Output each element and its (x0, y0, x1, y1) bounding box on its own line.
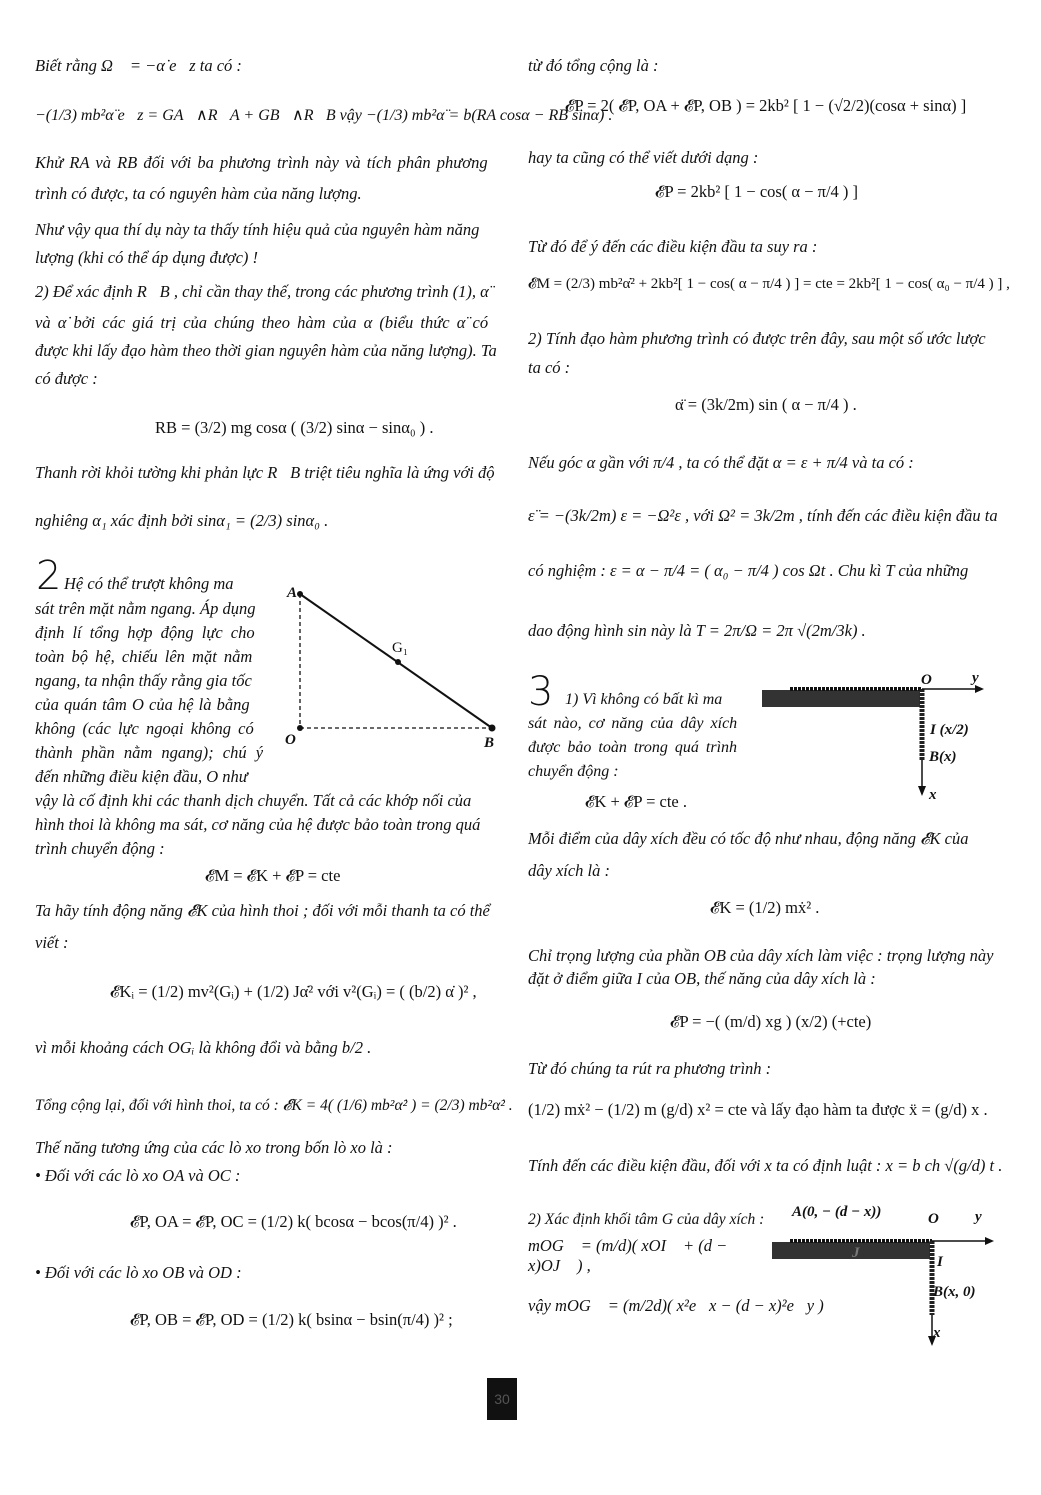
point-a (297, 591, 303, 597)
text-line: và α̇ bởi các giá trị của chúng theo hàm của α (biểu thức α̈ có (35, 313, 489, 332)
text-line: của quán tâm O của hệ là bằng (35, 695, 250, 714)
text-line: viết : (35, 933, 69, 952)
equation: 𝓔M = (2/3) mb²α̇² + 2kb²[ 1 − cos( α − π/4 ) ] = cte = 2kb²[ 1 − cos( α₀ − π/4 ) ] , (528, 276, 1010, 292)
text-line: không (các lực ngoại không có (35, 719, 254, 738)
text-line: Hệ có thể trượt không ma (64, 574, 234, 593)
equation: 𝓔P, OB = 𝓔P, OD = (1/2) k( bsinα − bsin(π/4) )² ; (130, 1310, 453, 1329)
text-line: 2) Xác định khối tâm G của dây xích : (528, 1211, 765, 1228)
label-b: B (484, 735, 495, 751)
equation: 𝓔K = (1/2) mẋ² . (710, 898, 820, 917)
text-line: Khử RA và RB đối với ba phương trình này và tích phân phương (35, 153, 488, 172)
text-line: từ đó tổng cộng là : (528, 56, 659, 75)
text-line: Ta hãy tính động năng 𝓔K của hình thoi ; đối với mỗi thanh ta có thể (35, 901, 490, 920)
text-line: Tính đến các điều kiện đầu, đối với x ta có định luật : x = b ch √(g/d) t . (528, 1156, 1003, 1175)
table-block (772, 1242, 930, 1259)
text-line: trình có được, ta có nguyên hàm của năng lượng. (35, 184, 362, 203)
label-o: O (928, 1211, 939, 1227)
text-line: 1) Vì không có bất kì ma (565, 691, 723, 708)
equation: 𝓔Kᵢ = (1/2) mv²(Gᵢ) + (1/2) Jα̇² với v²(Gᵢ) = ( (b/2) α̇ )² , (110, 982, 477, 1001)
text-line: dao động hình sin này là T = 2π/Ω = 2π √(2m/3k) . (528, 621, 866, 640)
text-line: được khi lấy đạo hàm theo thời gian nguyên hàm của năng lượng). Ta (35, 341, 497, 360)
y-arrow-icon (975, 685, 984, 693)
text-line: có được : (35, 369, 98, 388)
text-line: thành phần nằm ngang); chú ý (35, 743, 264, 762)
equation: 𝓔P = 2kb² [ 1 − cos( α − π/4 ) ] (655, 182, 859, 201)
label-y: y (975, 1209, 982, 1225)
equation: vậy mOG⃗ = (m/2d)( x²e⃗x − (d − x)²e⃗y ) (528, 1296, 824, 1315)
text-line: 2) Tính đạo hàm phương trình có được trên đây, sau một số ước lược (528, 329, 986, 348)
text-line: được bảo toàn trong quá trình (528, 739, 738, 756)
x-arrow-icon (918, 786, 926, 796)
text-line: chuyển động : (528, 763, 619, 780)
label-b: B(x, 0) (933, 1284, 976, 1300)
label-x: x (929, 787, 937, 803)
label-b: B(x) (929, 749, 957, 765)
text-line: Từ đó chúng ta rút ra phương trình : (528, 1059, 772, 1078)
text-line: ngang, ta nhận thấy rằng gia tốc (35, 671, 252, 690)
text-line: Tổng cộng lại, đối với hình thoi, ta có : 𝓔K = 4( (1/6) mb²α̇² ) = (2/3) mb²α̇² . (35, 1097, 513, 1114)
text-line: hình thoi là không ma sát, cơ năng của hệ được bảo toàn trong quá (35, 815, 481, 834)
point-b (489, 725, 496, 732)
label-a: A (287, 585, 298, 601)
text-line: hay ta cũng có thể viết dưới dạng : (528, 148, 759, 167)
text-line: Từ đó để ý đến các điều kiện đầu ta suy ra : (528, 237, 818, 256)
text-line: sát trên mặt nằm ngang. Áp dụng (35, 599, 256, 618)
label-a: A(0, − (d − x)) (792, 1204, 882, 1220)
label-g1: G₁ (392, 640, 409, 656)
text-line: dây xích là : (528, 861, 611, 880)
equation: 𝓔K + 𝓔P = cte . (585, 792, 687, 811)
equation: (1/2) mẋ² − (1/2) m (g/d) x² = cte và lấy đạo hàm ta được ẍ = (g/d) x . (528, 1100, 988, 1119)
section-number: 3 (528, 669, 554, 715)
label-o: O (921, 672, 932, 688)
text-line: ta có : (528, 358, 571, 377)
label-y: y (972, 670, 979, 686)
equation: −(1/3) mb²α̈ e⃗z = GA⃗∧R⃗A + GB⃗∧R⃗B vậy −(1/3) mb²α̈ = b(RA cosα − RB sinα) . (35, 107, 613, 124)
equation: α̈ = (3k/2m) sin ( α − π/4 ) . (675, 395, 857, 414)
text-line: đến những điều kiện đầu, O như (35, 767, 248, 786)
equation: RB = (3/2) mg cosα ( (3/2) sinα − sinα₀ ) . (155, 418, 434, 437)
text-line: đặt ở điểm giữa I của OB, thế năng của dây xích là : (528, 969, 876, 988)
bullet-item: • Đối với các lò xo OA và OC : (35, 1166, 241, 1185)
text-line: 2) Để xác định R⃗B , chỉ cần thay thế, trong các phương trình (1), α̈ (35, 282, 489, 301)
text-line: vì mỗi khoảng cách OGᵢ là không đổi và bằng b/2 . (35, 1038, 372, 1057)
label-i: I (x/2) (930, 722, 969, 738)
text-line: Chỉ trọng lượng của phần OB của dây xích làm việc : trọng lượng này (528, 946, 994, 965)
equation: 𝓔P = 2( 𝓔P, OA + 𝓔P, OB ) = 2kb² [ 1 − (√2/2)(cosα + sinα) ] (565, 96, 967, 115)
rod-diagram (280, 580, 510, 750)
text-line: Biết rằng Ω⃗ = −α̇ e⃗z ta có : (35, 56, 242, 75)
bullet-item: • Đối với các lò xo OB và OD : (35, 1263, 242, 1282)
text-line: toàn bộ hệ, chiếu lên mặt nằm (35, 647, 253, 666)
text-line: Thế năng tương ứng của các lò xo trong bốn lò xo là : (35, 1138, 393, 1157)
table-block (762, 690, 920, 707)
label-j: J (852, 1245, 860, 1261)
text-line: nghiêng α₁ xác định bởi sinα₁ = (2/3) sinα₀ . (35, 511, 329, 530)
text-line: vậy là cố định khi các thanh dịch chuyển. Tất cả các khớp nối của (35, 791, 472, 810)
text-line: ε̈ = −(3k/2m) ε = −Ω²ε , với Ω² = 3k/2m , tính đến các điều kiện đầu ta (528, 506, 998, 525)
section-number: 2 (36, 553, 62, 599)
text-line: Như vậy qua thí dụ này ta thấy tính hiệu quả của nguyên hàm năng (35, 220, 480, 239)
point-o (297, 725, 303, 731)
page-number: 30 (487, 1378, 517, 1420)
text-line: sát nào, cơ năng của dây xích (528, 715, 738, 732)
label-x: x (933, 1325, 941, 1341)
equation: 𝓔P = −( (m/d) xg ) (x/2) (+cte) (670, 1012, 872, 1031)
text-line: lượng (khi có thể áp dụng được) ! (35, 248, 259, 267)
y-arrow-icon (985, 1237, 994, 1245)
label-o: O (285, 732, 296, 748)
text-line: Mỗi điểm của dây xích đều có tốc độ như nhau, động năng 𝓔K của (528, 829, 969, 848)
text-line: trình chuyển động : (35, 839, 165, 858)
text-line: có nghiệm : ε = α − π/4 = ( α₀ − π/4 ) cos Ωt . Chu kì T của những (528, 561, 969, 580)
equation: 𝓔P, OA = 𝓔P, OC = (1/2) k( bcosα − bcos(π/4) )² . (130, 1212, 457, 1231)
equation: mOG⃗ = (m/d)( xOI⃗ + (d − x)OJ⃗ ) , (528, 1236, 728, 1275)
text-line: Nếu góc α gần với π/4 , ta có thể đặt α = ε + π/4 và ta có : (528, 453, 914, 472)
text-line: định lí tổng hợp động lực cho (35, 623, 255, 642)
equation: 𝓔M = 𝓔K + 𝓔P = cte (205, 866, 341, 885)
point-g1 (395, 659, 401, 665)
text-line: Thanh rời khỏi tường khi phản lực R⃗B triệt tiêu nghĩa là ứng với độ (35, 463, 495, 482)
label-i: I (937, 1254, 943, 1270)
